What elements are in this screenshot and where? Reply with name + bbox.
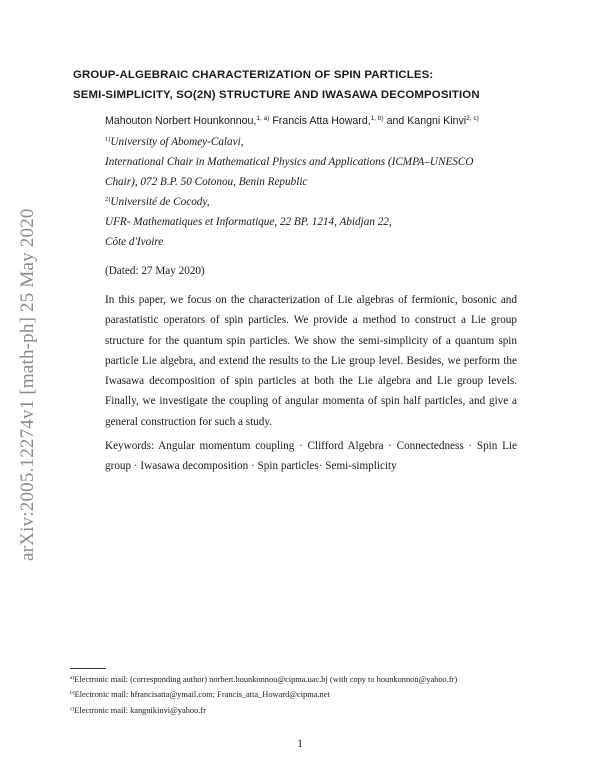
affiliation-2-line-3: Côte d'Ivoire: [105, 236, 164, 248]
affiliation-2-line-1: [105, 196, 210, 208]
footnote-divider: [70, 668, 106, 669]
affiliation-text: Université de Cocody,: [110, 196, 210, 208]
affiliation-mark: 2): [105, 196, 111, 203]
footnote-text: Electronic mail: kangnikinvi@yahoo.fr: [74, 706, 206, 715]
paper-title-line-1: GROUP-ALGEBRAIC CHARACTERIZATION OF SPIN PARTICLES:: [73, 69, 434, 81]
author-name: Francis Atta Howard,: [272, 115, 371, 127]
footnote-mark: a): [70, 675, 75, 681]
page-number: 1: [297, 738, 303, 750]
footnote-1: [70, 675, 457, 684]
affiliation-2-line-2: UFR- Mathematiques et Informatique, 22 BP. 1214, Abidjan 22,: [105, 216, 392, 228]
affiliation-1-line-1: [105, 136, 244, 148]
author-name: Mahouton Norbert Hounkonnou,: [105, 115, 257, 127]
arxiv-identifier-stamp: arXiv:2005.12274v1 [math-ph] 25 May 2020: [17, 208, 38, 561]
footnote-2: [70, 690, 330, 699]
author-affiliation-mark: 1, a): [256, 115, 270, 122]
abstract: In this paper, we focus on the characterization of Lie algebras of fermionic, bosonic and parastatistic operators of spin particles. We provide a method to construct a Lie group structure for the quantum spin particles. We show the semi-simplicity of a quantum spin particle Lie algebra, and extend the results to the Lie group level. Besides, we perform the Iwasawa decomposition of spin particles at both the Lie algebra and Lie group levels. Finally, we investigate the coupling of angular momenta of spin half particles, and give a general construction for such a study.: [105, 294, 517, 428]
footnote-mark: b): [70, 690, 75, 696]
affiliation-1-line-3: Chair), 072 B.P. 50 Cotonou, Benin Republic: [105, 176, 308, 188]
author-list: [105, 115, 479, 127]
affiliation-mark: 1): [105, 136, 111, 143]
date-line: (Dated: 27 May 2020): [105, 265, 205, 277]
footnote-text: Electronic mail: hfrancisatta@ymail.com; Francis_atta_Howard@cipma.net: [74, 690, 330, 699]
affiliation-1-line-2: International Chair in Mathematical Physics and Applications (ICMPA–UNESCO: [105, 156, 474, 168]
paper-title-line-2: SEMI-SIMPLICITY, SO(2N) STRUCTURE AND IWASAWA DECOMPOSITION: [73, 89, 480, 101]
author-affiliation-mark: 1, b): [370, 115, 384, 122]
footnote-3: [70, 706, 206, 715]
footnote-text: Electronic mail: (corresponding author) norbert.hounkonnou@cipma.uac.bj (with copy to hounkonnou@yahoo.fr): [74, 675, 458, 684]
author-separator: and: [383, 115, 408, 127]
keywords: Keywords: Angular momentum coupling · Clifford Algebra · Connectedness · Spin Lie group · Iwasawa decomposition · Spin particles· Semi-simplicity: [105, 440, 517, 473]
author-affiliation-mark: 2, c): [466, 115, 479, 122]
affiliation-text: University of Abomey-Calavi,: [110, 136, 244, 148]
author-name: Kangni Kinvi: [407, 115, 467, 127]
footnote-mark: c): [70, 706, 75, 712]
